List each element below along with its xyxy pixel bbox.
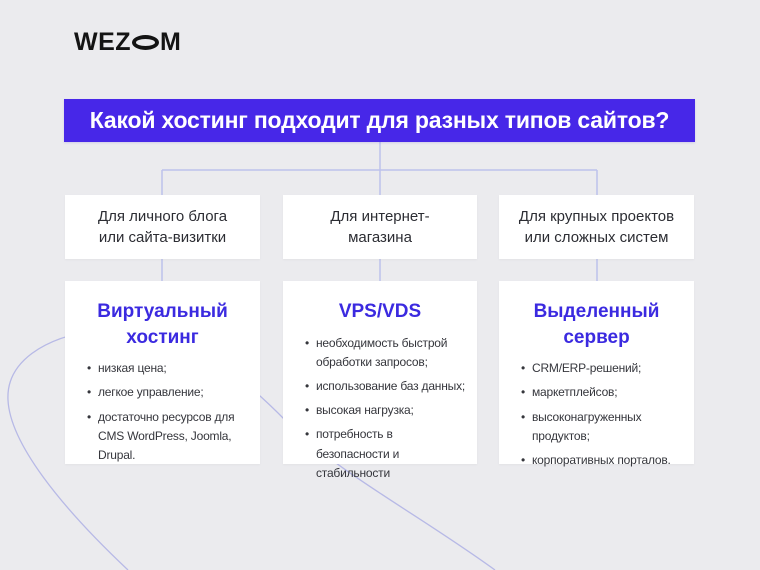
- bullet-item: • потребность в безопасности и стабильности: [305, 425, 469, 483]
- bullet-item: • корпоративных порталов.: [521, 451, 686, 470]
- bullet-item: • легкое управление;: [87, 383, 252, 402]
- column-header-large-projects: [499, 195, 694, 259]
- logo-text-suffix: M: [160, 28, 182, 56]
- card-title: VPS/VDS: [338, 301, 422, 322]
- bullet-item: • низкая цена;: [87, 359, 252, 378]
- bullet-item: • достаточно ресурсов для CMS WordPress, Joomla, Drupal.: [87, 408, 252, 466]
- wezom-logo: [74, 28, 181, 57]
- card-shared-hosting: [65, 281, 260, 464]
- header-line: магазина: [348, 229, 412, 246]
- bullet-item: • высокая нагрузка;: [305, 401, 469, 420]
- column-header-text: [519, 206, 674, 249]
- header-line: Для интернет-: [330, 207, 430, 225]
- header-line: или сложных систем: [524, 229, 669, 246]
- card-vps-vds: [283, 281, 477, 480]
- card-title: Виртуальный хостинг: [97, 301, 228, 348]
- banner: [64, 99, 695, 142]
- bullet-item: • использование баз данных;: [305, 377, 469, 396]
- bullet-list: [515, 359, 686, 470]
- bullet-item: • маркетплейсов;: [521, 383, 686, 402]
- logo-o-icon: [132, 35, 159, 50]
- column-header-text: [98, 206, 227, 249]
- header-line: Для личного блога: [97, 207, 228, 225]
- bullet-item: • необходимость быстрой обработки запросов;: [305, 334, 469, 372]
- bullet-item: • CRM/ERP-решений;: [521, 359, 686, 378]
- column-header-text: [330, 206, 429, 249]
- header-line: Для крупных проектов: [518, 207, 675, 225]
- banner-title: Какой хостинг подходит для разных типов сайтов?: [89, 107, 670, 133]
- column-header-online-store: [283, 195, 477, 259]
- card-title: Выделенный сервер: [533, 301, 660, 348]
- bullet-item: • высоконагруженных продуктов;: [521, 408, 686, 446]
- logo-text-prefix: WEZ: [74, 28, 132, 56]
- column-header-personal-blog: [65, 195, 260, 259]
- card-dedicated-server: [499, 281, 694, 468]
- bullet-list: [81, 359, 252, 465]
- bullet-list: [299, 334, 469, 483]
- header-line: или сайта-визитки: [98, 229, 227, 246]
